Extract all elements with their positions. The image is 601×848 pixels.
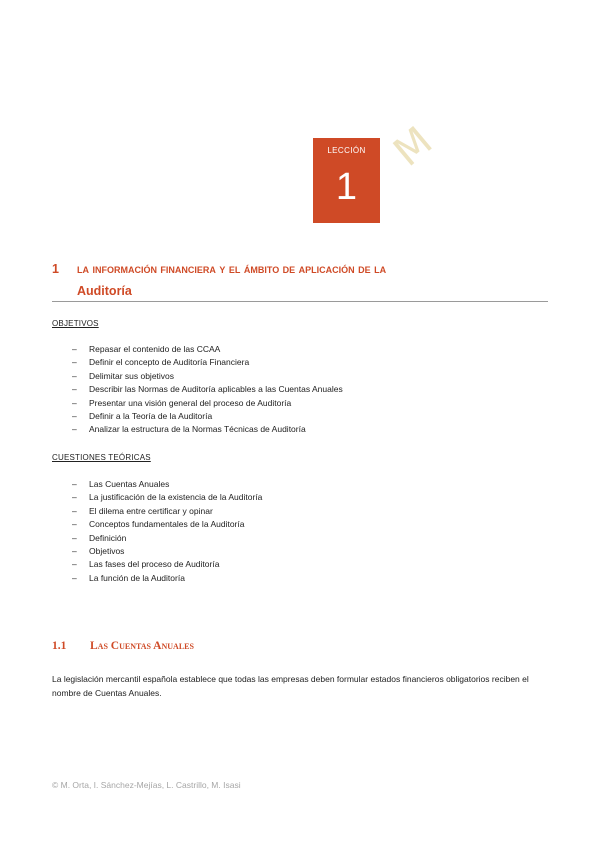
dash-bullet: – xyxy=(72,357,77,368)
dash-bullet: – xyxy=(72,410,77,421)
dash-bullet: – xyxy=(72,519,77,530)
footer-copyright: © M. Orta, I. Sánchez-Mejías, L. Castrillo, M. Isasi xyxy=(52,780,241,790)
list-item-text: La justificación de la existencia de la Auditoría xyxy=(89,492,263,503)
section-heading xyxy=(52,640,194,652)
dash-bullet: – xyxy=(72,397,77,408)
dash-bullet: – xyxy=(72,424,77,435)
section-number: 1.1 xyxy=(52,640,67,652)
list-item-text: Conceptos fundamentales de la Auditoría xyxy=(89,519,245,530)
questions-list xyxy=(72,478,262,585)
list-item-text: Repasar el contenido de las CCAA xyxy=(89,344,221,354)
list-item-text: Presentar una visión general del proceso de Auditoría xyxy=(89,397,292,408)
list-item xyxy=(72,383,343,396)
chapter-title-line1: la información financiera y el ámbito de aplicación de la xyxy=(77,262,387,276)
list-item-text: Delimitar sus objetivos xyxy=(89,370,175,381)
dash-bullet: – xyxy=(72,545,77,556)
dash-bullet: – xyxy=(72,370,77,381)
objectives-title: OBJETIVOS xyxy=(52,319,99,328)
list-item xyxy=(72,545,262,558)
dash-bullet: – xyxy=(72,532,77,543)
list-item xyxy=(72,505,262,518)
list-item-text: Las Cuentas Anuales xyxy=(89,479,170,489)
list-item xyxy=(72,518,262,531)
dash-bullet: – xyxy=(72,344,77,354)
list-item xyxy=(72,370,343,383)
list-item xyxy=(72,343,343,356)
list-item xyxy=(72,491,262,504)
list-item-text: Describir las Normas de Auditoría aplicables a las Cuentas Anuales xyxy=(89,384,343,395)
list-item xyxy=(72,532,262,545)
lesson-badge xyxy=(313,138,380,223)
list-item-text: Definir el concepto de Auditoría Financiera xyxy=(89,357,250,368)
dash-bullet: – xyxy=(72,384,77,395)
list-item-text: Definir a la Teoría de la Auditoría xyxy=(89,410,213,421)
list-item-text: Definición xyxy=(89,532,127,543)
questions-title: CUESTIONES TEÓRICAS xyxy=(52,453,151,462)
list-item xyxy=(72,572,262,585)
lesson-number: 1 xyxy=(335,166,358,208)
dash-bullet: – xyxy=(72,479,77,489)
list-item xyxy=(72,397,343,410)
dash-bullet: – xyxy=(72,492,77,503)
list-item xyxy=(72,478,262,491)
list-item xyxy=(72,558,262,571)
list-item xyxy=(72,356,343,369)
list-item xyxy=(72,410,343,423)
list-item xyxy=(72,423,343,436)
section-title: Las Cuentas Anuales xyxy=(90,640,194,652)
chapter-number: 1 xyxy=(52,262,59,276)
list-item-text: Las fases del proceso de Auditoría xyxy=(89,559,220,570)
chapter-title-line2: Auditoría xyxy=(77,284,132,298)
lesson-label: LECCIÓN xyxy=(327,146,366,155)
list-item-text: Analizar la estructura de la Normas Técnicas de Auditoría xyxy=(89,424,306,435)
list-item-text: Objetivos xyxy=(89,545,125,556)
chapter-divider xyxy=(52,301,548,302)
dash-bullet: – xyxy=(72,572,77,583)
dash-bullet: – xyxy=(72,505,77,516)
list-item-text: La función de la Auditoría xyxy=(89,572,185,583)
list-item-text: El dilema entre certificar y opinar xyxy=(89,505,213,516)
dash-bullet: – xyxy=(72,559,77,570)
chapter-heading xyxy=(52,258,544,302)
body-paragraph: La legislación mercantil española establece que todas las empresas deben formular estados financieros obligatorios reciben el nombre de Cuentas Anuales. xyxy=(52,674,529,698)
watermark-letter: M xyxy=(385,118,442,176)
objectives-list xyxy=(72,343,343,437)
